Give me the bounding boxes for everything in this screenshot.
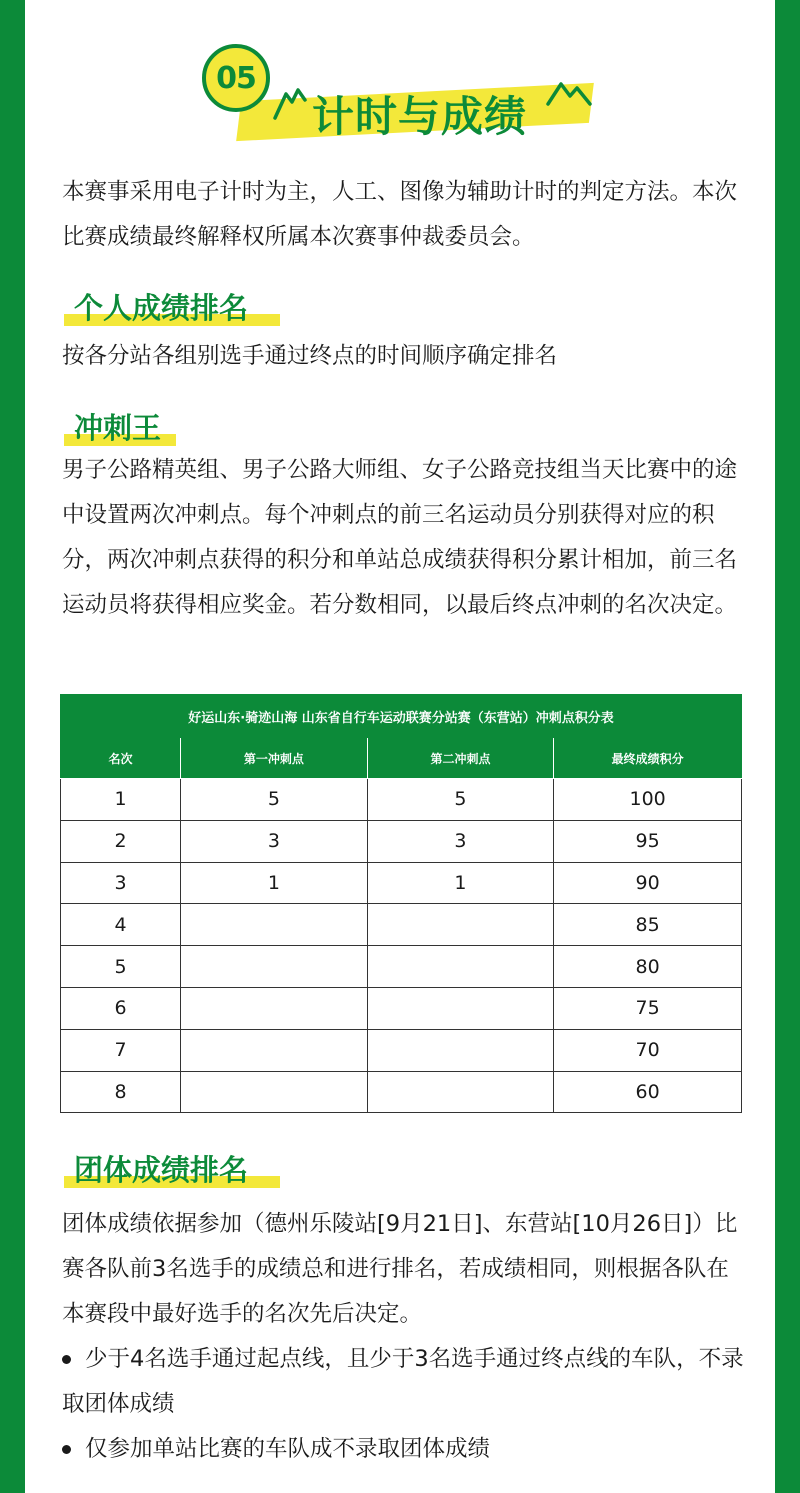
table-cell bbox=[181, 1071, 368, 1113]
table-cell bbox=[367, 904, 554, 946]
table-row bbox=[61, 946, 742, 988]
table-row bbox=[61, 1029, 742, 1071]
sprint-king-text: 男子公路精英组、男子公路大师组、女子公路竞技组当天比赛中的途中设置两次冲刺点。每个冲刺点的前三名运动员分别获得对应的积分，两次冲刺点获得的积分和单站总成绩获得积分累计相加，前三名运动员将获得相应奖金。若分数相同，以最后终点冲刺的名次决定。 bbox=[62, 457, 738, 618]
column-header: 第二冲刺点 bbox=[367, 738, 554, 779]
column-header: 名次 bbox=[61, 738, 181, 779]
table-cell: 3 bbox=[367, 820, 554, 862]
intro-paragraph: 本赛事采用电子计时为主，人工、图像为辅助计时的判定方法。本次比赛成绩最终解释权所属本次赛事仲裁委员会。 bbox=[62, 179, 738, 250]
table-row bbox=[61, 1071, 742, 1113]
individual-ranking-text: 按各分站各组别选手通过终点的时间顺序确定排名 bbox=[62, 343, 558, 369]
table-cell: 70 bbox=[554, 1029, 742, 1071]
bullet-item bbox=[62, 1427, 752, 1472]
sprint-points-table bbox=[60, 694, 742, 1113]
column-header: 最终成绩积分 bbox=[554, 738, 742, 779]
table-cell: 85 bbox=[554, 904, 742, 946]
table-cell: 3 bbox=[181, 820, 368, 862]
table-row bbox=[61, 779, 742, 821]
table-cell bbox=[181, 987, 368, 1029]
table-cell: 3 bbox=[61, 862, 181, 904]
table-cell bbox=[367, 987, 554, 1029]
table-row bbox=[61, 904, 742, 946]
section-header bbox=[200, 38, 600, 148]
heading-text: 个人成绩排名 bbox=[74, 291, 249, 325]
right-green-border bbox=[775, 0, 800, 1493]
table-cell bbox=[181, 946, 368, 988]
section-title: 计时与成绩 bbox=[312, 92, 528, 141]
table-cell: 100 bbox=[554, 779, 742, 821]
sprint-king-heading bbox=[64, 406, 161, 450]
table-cell: 8 bbox=[61, 1071, 181, 1113]
table-row bbox=[61, 862, 742, 904]
table-cell bbox=[181, 1029, 368, 1071]
table-cell bbox=[367, 1029, 554, 1071]
bullet-dot-icon bbox=[62, 1355, 71, 1364]
table-cell: 1 bbox=[181, 862, 368, 904]
table-cell: 60 bbox=[554, 1071, 742, 1113]
table-cell: 6 bbox=[61, 987, 181, 1029]
table-cell bbox=[367, 1071, 554, 1113]
section-number-badge: 05 bbox=[202, 44, 270, 112]
bullet-text: 仅参加单站比赛的车队成不录取团体成绩 bbox=[85, 1436, 491, 1462]
table-cell: 4 bbox=[61, 904, 181, 946]
mountain-icon bbox=[272, 82, 308, 122]
team-ranking-heading bbox=[64, 1148, 248, 1192]
table-cell: 75 bbox=[554, 987, 742, 1029]
table-cell: 1 bbox=[367, 862, 554, 904]
table-cell: 95 bbox=[554, 820, 742, 862]
table-cell: 7 bbox=[61, 1029, 181, 1071]
table-cell: 5 bbox=[367, 779, 554, 821]
left-green-border bbox=[0, 0, 25, 1493]
table-cell bbox=[367, 946, 554, 988]
column-header: 第一冲刺点 bbox=[181, 738, 368, 779]
individual-ranking-heading bbox=[64, 286, 248, 330]
table-cell: 5 bbox=[61, 946, 181, 988]
table-cell: 5 bbox=[181, 779, 368, 821]
team-ranking-text: 团体成绩依据参加（德州乐陵站[9月21日]、东营站[10月26日]）比赛各队前3名选手的成绩总和进行排名，若成绩相同，则根据各队在本赛段中最好选手的名次先后决定。 bbox=[62, 1211, 738, 1327]
table-cell: 1 bbox=[61, 779, 181, 821]
bullet-text: 少于4名选手通过起点线，且少于3名选手通过终点线的车队，不录取团体成绩 bbox=[62, 1346, 744, 1417]
table-cell: 90 bbox=[554, 862, 742, 904]
mountain-icon bbox=[545, 78, 593, 110]
heading-text: 冲刺王 bbox=[74, 411, 162, 445]
table-row bbox=[61, 820, 742, 862]
table-row bbox=[61, 987, 742, 1029]
heading-text: 团体成绩排名 bbox=[74, 1153, 249, 1187]
table-caption: 好运山东·骑迹山海 山东省自行车运动联赛分站赛（东营站）冲刺点积分表 bbox=[61, 695, 742, 738]
bullet-item bbox=[62, 1337, 752, 1427]
table-cell: 2 bbox=[61, 820, 181, 862]
bullet-dot-icon bbox=[62, 1445, 71, 1454]
table-cell: 80 bbox=[554, 946, 742, 988]
table-cell bbox=[181, 904, 368, 946]
